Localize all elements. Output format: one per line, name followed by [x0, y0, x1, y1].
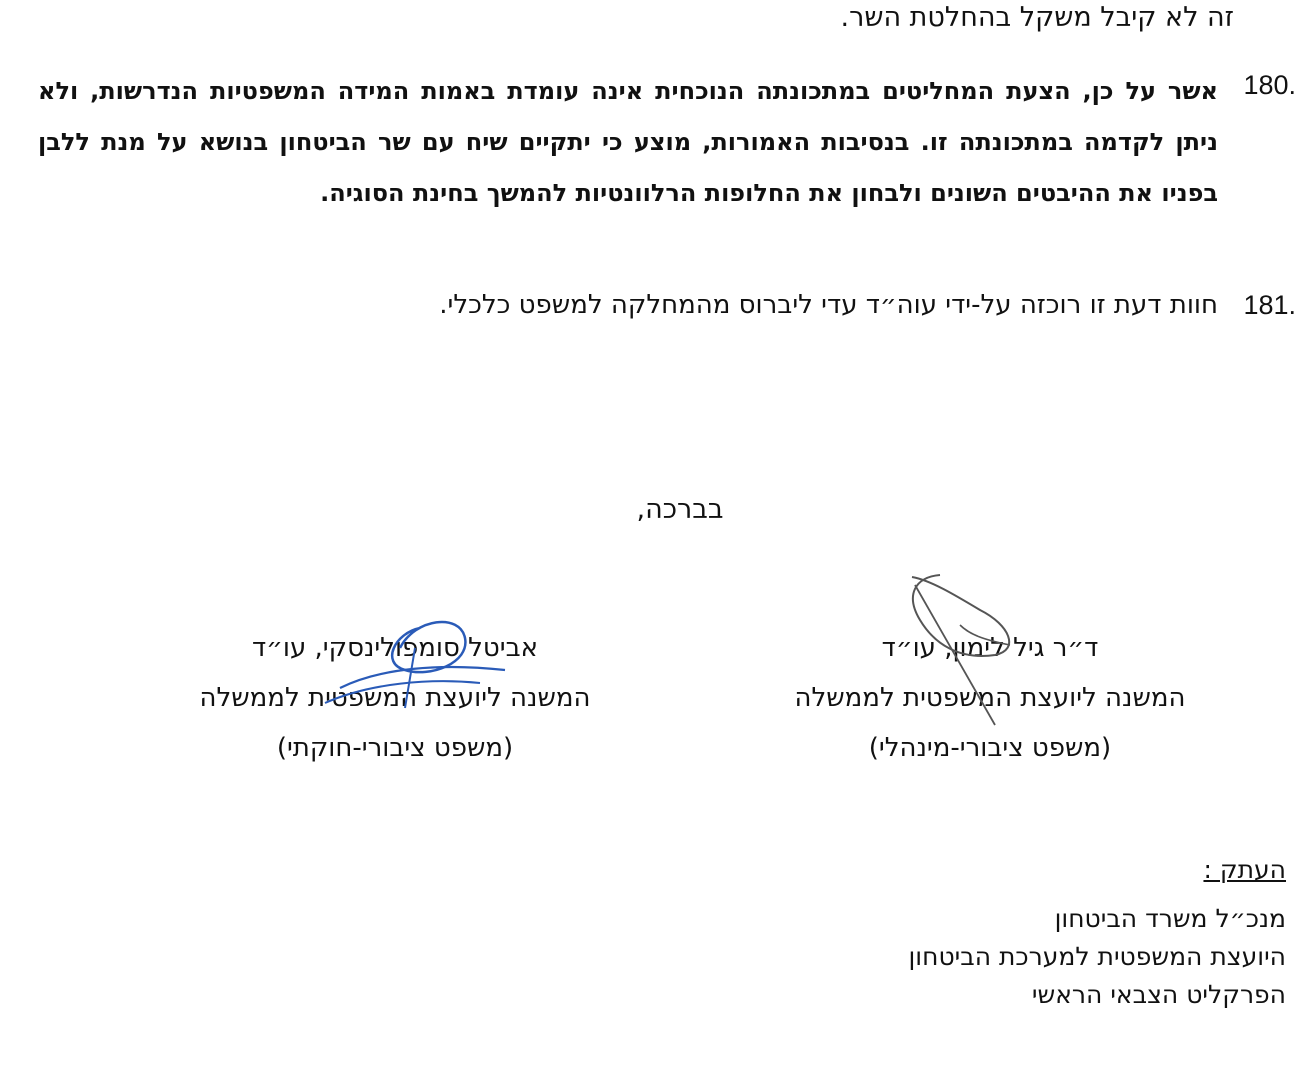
- paragraph-181: [38, 286, 1296, 324]
- signature-block-limon: [760, 628, 1220, 778]
- intro-line: זה לא קיבל משקל בהחלטת השר.: [840, 2, 1234, 33]
- paragraph-number: 181.: [1243, 290, 1296, 320]
- signer-name: ד״ר גיל לימון, עו״ד: [881, 633, 1099, 663]
- signer-department: (משפט ציבורי-מינהלי): [868, 733, 1112, 763]
- copy-to-section: [908, 850, 1286, 1014]
- paragraph-180: [38, 66, 1296, 219]
- copy-recipient: מנכ״ל משרד הביטחון: [1054, 904, 1286, 933]
- copy-recipient: הפרקליט הצבאי הראשי: [1031, 980, 1286, 1009]
- copy-to-label: העתק :: [1203, 855, 1286, 884]
- copy-recipient: היועצת המשפטית למערכת הביטחון: [908, 942, 1286, 971]
- signer-name: אביטל סומפולינסקי, עו״ד: [251, 633, 539, 663]
- signer-title: המשנה ליועצת המשפטית לממשלה: [794, 683, 1186, 713]
- signer-department: (משפט ציבורי-חוקתי): [276, 733, 514, 763]
- paragraph-text: חוות דעת זו רוכזה על-ידי עוה״ד עדי ליברוס מהמחלקה למשפט כלכלי.: [439, 290, 1218, 320]
- signer-title: המשנה ליועצת המשפטית לממשלה: [199, 683, 591, 713]
- closing-greeting: בברכה,: [636, 494, 724, 525]
- signature-block-sompolinsky: [165, 628, 625, 778]
- paragraph-number: 180.: [1243, 70, 1296, 100]
- paragraph-text: אשר על כן, הצעת המחליטים במתכונתה הנוכחית אינה עומדת באמות המידה המשפטיות הנדרשות, ולא ניתן לקדמה במתכונתה זו. בנסיבות האמורות, מוצע כי יתקיים שיח עם שר הביטחון בנושא על מנת ללבן בפניו את ההיבטים השונים ולבחון את החלופות הרלוונטיות להמשך בחינת הסוגיה.: [38, 77, 1218, 207]
